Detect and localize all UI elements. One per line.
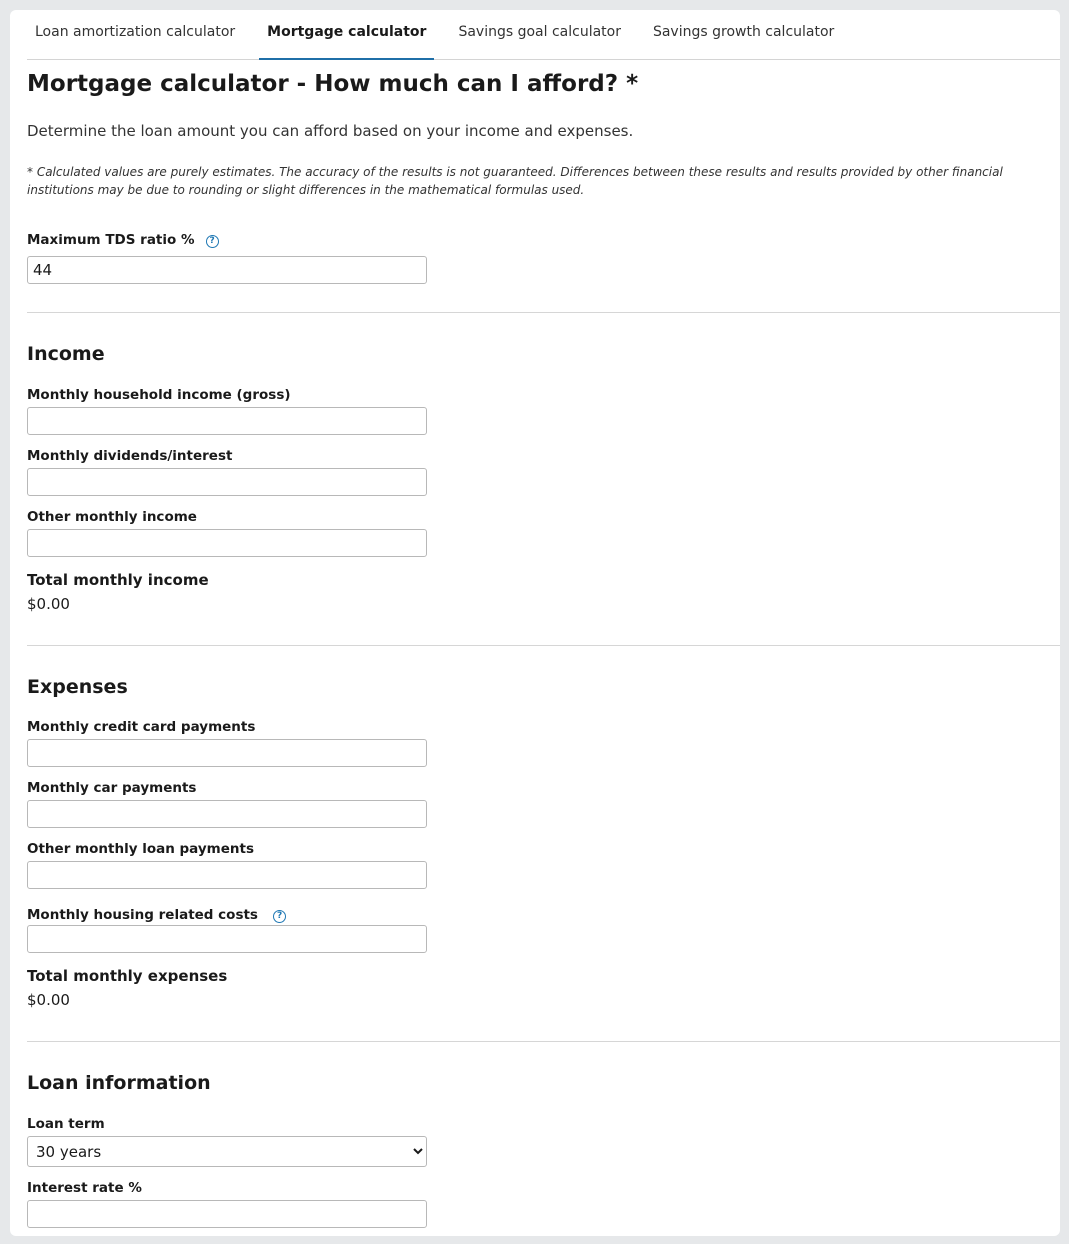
divider [27,1041,1060,1042]
gross-income-input[interactable] [27,407,427,435]
tds-label-row [27,229,219,248]
page-subtitle: Determine the loan amount you can afford based on your income and expenses. [27,122,634,140]
interest-rate-input[interactable] [27,1200,427,1228]
car-payments-label: Monthly car payments [27,780,197,796]
interest-rate-label: Interest rate % [27,1180,142,1196]
tab-savings-growth[interactable]: Savings growth calculator [652,24,835,40]
loan-payments-input[interactable] [27,861,427,889]
disclaimer: * Calculated values are purely estimates. The accuracy of the results is not guaranteed. Differences between these results and results provided by other financial institutions may be due to rounding or slight differences in the mathematical formulas used. [27,165,1003,197]
other-income-label: Other monthly income [27,509,197,525]
loan-term-select[interactable] [27,1136,427,1167]
divider [27,312,1060,313]
tab-savings-goal[interactable]: Savings goal calculator [458,24,621,40]
income-heading: Income [27,343,105,365]
total-income-value: $0.00 [27,595,70,613]
housing-costs-label: Monthly housing related costs [27,907,258,923]
tab-mortgage[interactable]: Mortgage calculator [259,21,434,60]
total-expenses-label: Total monthly expenses [27,967,228,985]
tab-loan-amortization[interactable]: Loan amortization calculator [35,24,236,40]
page-frame [10,10,1060,1236]
gross-income-label: Monthly household income (gross) [27,387,291,403]
help-icon[interactable]: ? [273,910,286,923]
loan-term-label: Loan term [27,1116,105,1132]
tds-label: Maximum TDS ratio % [27,232,195,248]
divider [27,645,1060,646]
total-expenses-value: $0.00 [27,991,70,1009]
credit-card-input[interactable] [27,739,427,767]
help-icon[interactable]: ? [206,235,219,248]
credit-card-label: Monthly credit card payments [27,719,256,735]
loan-heading: Loan information [27,1072,211,1094]
total-income-label: Total monthly income [27,571,209,589]
loan-payments-label: Other monthly loan payments [27,841,255,857]
expenses-heading: Expenses [27,676,128,698]
calculator-tabs [27,21,1060,60]
other-income-input[interactable] [27,529,427,557]
housing-costs-input[interactable] [27,925,427,953]
tds-ratio-input[interactable] [27,256,427,284]
dividends-input[interactable] [27,468,427,496]
car-payments-input[interactable] [27,800,427,828]
page-title: Mortgage calculator - How much can I afford? * [27,71,639,97]
dividends-label: Monthly dividends/interest [27,448,233,464]
housing-label-row [27,904,286,923]
